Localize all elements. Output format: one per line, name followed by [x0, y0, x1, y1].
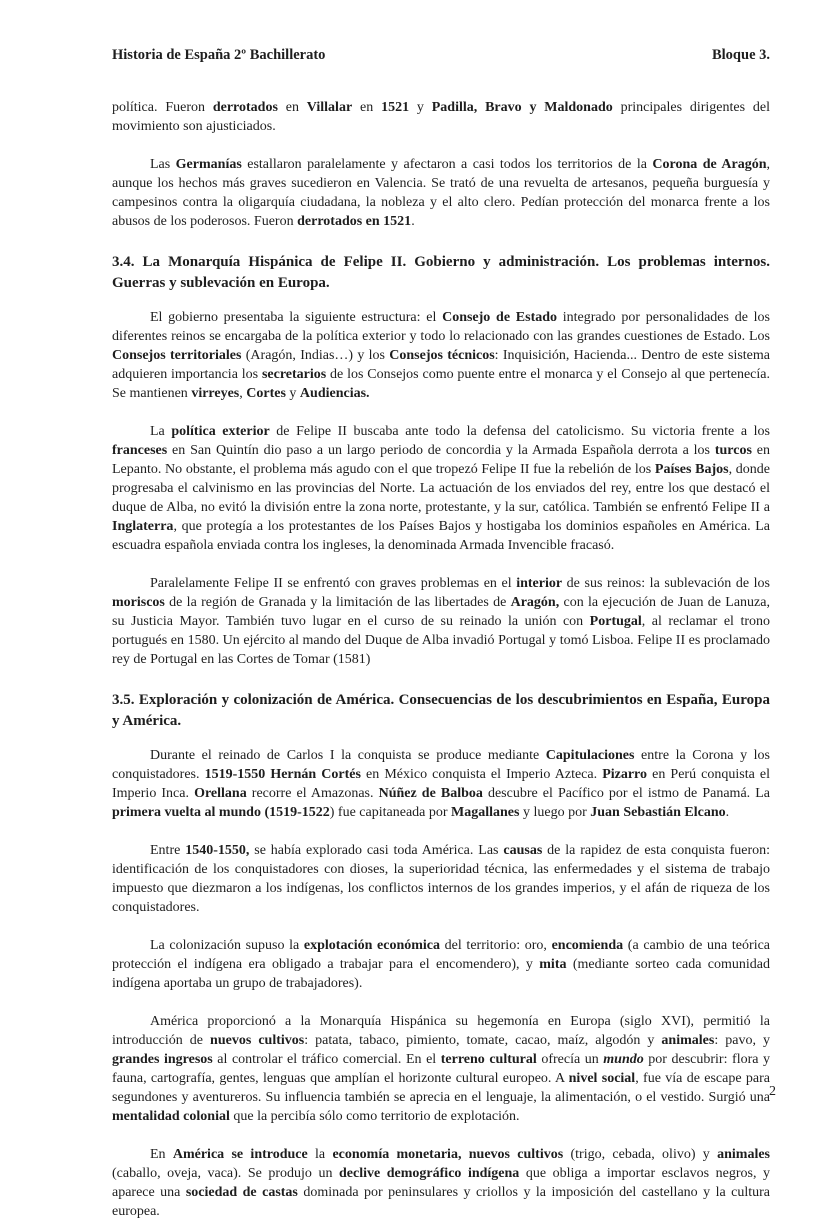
text-run: y luego por	[519, 805, 591, 820]
text-run: , que protegía a los protestantes de los Países Bajos y hostigaba los dominios españoles en América. La escuadra española enviada contra los ingleses, la denominada Armada Invencible fracasó.	[112, 519, 770, 553]
text-run: mundo	[603, 1052, 644, 1067]
text-run: .	[411, 214, 415, 229]
text-run: , al reclamar el trono portugués en 1580. Un ejército al mando del Duque de Alba invadió Portugal y tomó Lisboa. Felipe II es proclamado rey de Portugal en las Cortes de Tomar (1581)	[112, 614, 770, 667]
text-run: terreno cultural	[440, 1052, 537, 1067]
text-run: , fue vía de escape para segundones y aventureros. Su influencia también se aprecia en el lenguaje, la alimentación, o el vestido. Surgió una	[112, 1071, 770, 1105]
text-run: (a cambio de una teórica protección el indígena era obligado a trabajar para el encomendero), y	[112, 938, 771, 972]
text-run: la	[307, 1147, 333, 1162]
text-run: franceses	[112, 443, 168, 458]
text-run: ofrecía un	[536, 1052, 604, 1067]
text-run: Núñez de Balboa	[378, 786, 483, 801]
text-run: .	[725, 805, 730, 820]
text-run: moriscos	[112, 595, 165, 610]
section-heading	[112, 252, 770, 294]
text-run: turcos	[714, 443, 752, 458]
text-run: 1519-1550 Hernán Cortés	[204, 767, 361, 782]
text-run: de la rapidez de esta conquista fueron: identificación de los conquistadores con dioses, la superioridad técnica, las enfermedades y el sistema de trabajo impuesto que diezmaron a los indígenas, los conflictos internos de los grandes imperios, y el afán de riqueza de los conquistadores.	[112, 843, 770, 915]
text-run: integrado por personalidades de los diferentes reinos se encargaba de la política exterior y todo lo relacionado con las grandes cuestiones de Estado. Los	[112, 310, 770, 344]
text-run: Orellana	[194, 786, 247, 801]
text-run: La colonización supuso la	[150, 938, 304, 953]
text-run: 3.5. Exploración y colonización de América. Consecuencias de los descubrimientos en España, Europa y América.	[112, 692, 770, 729]
text-run: descubre el Pacífico por el istmo de Panamá. La	[482, 786, 771, 801]
text-run: (Aragón, Indias…) y los	[241, 348, 390, 363]
text-run: en Lepanto. No obstante, el problema más agudo con el que tropezó Felipe II fue la rebelión de los	[112, 443, 770, 477]
text-run: virreyes	[191, 386, 240, 401]
text-run: : patata, tabaco, pimiento, tomate, cacao, maíz, algodón y	[304, 1033, 662, 1048]
paragraph	[112, 936, 770, 993]
text-run: América se introduce	[172, 1147, 308, 1162]
text-run: (mediante sorteo cada comunidad indígena aportaba un grupo de trabajadores).	[112, 957, 770, 991]
text-run: nuevos cultivos	[210, 1033, 305, 1048]
text-run: dominada por peninsulares y criollos y la imposición del castellano y la cultura europea.	[112, 1185, 770, 1219]
paragraph	[112, 155, 770, 231]
text-run: entre la Corona y los conquistadores.	[112, 748, 770, 782]
text-run: Portugal	[589, 614, 642, 629]
document-body	[112, 98, 770, 1221]
text-run: derrotados en 1521	[297, 214, 412, 229]
text-run: Juan Sebastián Elcano	[590, 805, 726, 820]
text-run: derrotados	[212, 100, 278, 115]
text-run: Consejo de Estado	[442, 310, 558, 325]
text-run: de los Consejos como puente entre el monarca y el Consejo al que pertenecía. Se mantienen	[112, 367, 770, 401]
text-run: ,	[239, 386, 247, 401]
text-run: Cortes	[246, 386, 286, 401]
text-run: : Inquisición, Hacienda... Dentro de este sistema adquieren importancia los	[112, 348, 770, 382]
text-run: en	[277, 100, 307, 115]
text-run: Aragón,	[510, 595, 560, 610]
text-run: , donde progresaba el calvinismo en las provincias del Norte. La actuación de los enviados del rey, entre los que destacó el duque de Alba, no evitó la división entre la zona norte, protestante, y la sur, católica. También se enfrentó Felipe II a	[112, 462, 770, 515]
text-run: Durante el reinado de Carlos I la conquista se produce mediante	[150, 748, 546, 763]
paragraph	[112, 98, 770, 136]
text-run: principales dirigentes del movimiento son ajusticiados.	[112, 100, 771, 134]
text-run: La	[150, 424, 172, 439]
text-run: Audiencias.	[299, 386, 370, 401]
text-run: y	[285, 386, 300, 401]
text-run: recorre el Amazonas.	[246, 786, 379, 801]
text-run: mentalidad colonial	[112, 1109, 230, 1124]
text-run: se había explorado casi toda América. Las	[249, 843, 504, 858]
text-run: nivel social	[568, 1071, 636, 1086]
text-run: de sus reinos: la sublevación de los	[562, 576, 770, 591]
text-run: Magallanes	[451, 805, 520, 820]
text-run: al controlar el tráfico comercial. En el	[212, 1052, 441, 1067]
text-run: El gobierno presentaba la siguiente estructura: el	[150, 310, 443, 325]
text-run: explotación económica	[303, 938, 441, 953]
text-run: en San Quintín dio paso a un largo periodo de concordia y la Armada Española derrota a los	[167, 443, 715, 458]
section-heading	[112, 690, 770, 732]
text-run: Paralelamente Felipe II se enfrentó con graves problemas en el	[150, 576, 517, 591]
text-run: en México conquista el Imperio Azteca.	[360, 767, 603, 782]
text-run: política. Fueron	[112, 100, 213, 115]
text-run: de la región de Granada y la limitación de las libertades de	[164, 595, 511, 610]
text-run: , aunque los hechos más graves sucedieron en Valencia. Se trató de una revuelta de artesanos, pequeña burguesía y campesinos contra la oligarquía ciudadana, la nobleza y el alto clero. Pedían protección del monarca frente a los abusos de los poderosos. Fueron	[112, 157, 770, 229]
document-header	[112, 46, 770, 65]
text-run: declive demográfico indígena	[339, 1166, 520, 1181]
text-run: Germanías	[175, 157, 242, 172]
paragraph	[112, 422, 770, 555]
text-run: 3.4. La Monarquía Hispánica de Felipe II. Gobierno y administración. Los problemas internos. Guerras y sublevación en Europa.	[112, 254, 770, 291]
text-run: primera vuelta al mundo (1519-1522	[112, 805, 330, 820]
text-run: con la ejecución de Juan de Lanuza, su Justicia Mayor. También tuvo lugar en el curso de su reinado la unión con	[112, 595, 770, 629]
page-number: 2	[769, 1084, 776, 1099]
text-run: que obliga a importar esclavos negros, y aparece una	[112, 1166, 770, 1200]
paragraph	[112, 841, 770, 917]
paragraph	[112, 1012, 770, 1126]
header-block-label: Bloque 3.	[711, 47, 770, 63]
text-run: 1521	[381, 100, 410, 115]
text-run: Países Bajos	[654, 462, 729, 477]
text-run: de Felipe II buscaba ante todo la defensa del catolicismo. Su victoria frente a los	[269, 424, 770, 439]
header-course-title: Historia de España 2º Bachillerato	[112, 47, 326, 63]
text-run: ) fue capitaneada por	[329, 805, 452, 820]
text-run: Consejos territoriales	[112, 348, 242, 363]
text-run: 1540-1550,	[185, 843, 250, 858]
text-run: animales	[661, 1033, 715, 1048]
text-run: Entre	[150, 843, 186, 858]
text-run: animales	[717, 1147, 770, 1162]
text-run: en Perú conquista el Imperio Inca.	[112, 767, 771, 801]
text-run: del territorio: oro,	[440, 938, 552, 953]
paragraph	[112, 746, 770, 822]
text-run: que la percibía sólo como territorio de explotación.	[229, 1109, 520, 1124]
text-run: y	[409, 100, 432, 115]
text-run: (caballo, oveja, vaca). Se produjo un	[112, 1166, 340, 1181]
paragraph	[112, 308, 770, 403]
text-run: encomienda	[551, 938, 624, 953]
text-run: Padilla, Bravo y Maldonado	[431, 100, 613, 115]
text-run: Pizarro	[602, 767, 648, 782]
text-run: estallaron paralelamente y afectaron a casi todos los territorios de la	[241, 157, 653, 172]
text-run: : pavo, y	[714, 1033, 770, 1048]
text-run: por descubrir: flora y fauna, cartografía, gentes, lenguas que amplían el horizonte cultural europeo. A	[112, 1052, 770, 1086]
text-run: (trigo, cebada, olivo) y	[563, 1147, 718, 1162]
text-run: economía monetaria, nuevos cultivos	[332, 1147, 564, 1162]
text-run: Inglaterra	[112, 519, 174, 534]
text-run: política exterior	[171, 424, 270, 439]
text-run: grandes ingresos	[112, 1052, 213, 1067]
text-run: En	[150, 1147, 173, 1162]
paragraph	[112, 574, 770, 669]
text-run: Corona de Aragón	[652, 157, 767, 172]
text-run: Consejos técnicos	[389, 348, 495, 363]
text-run: Capitulaciones	[545, 748, 635, 763]
text-run: interior	[516, 576, 563, 591]
text-run: sociedad de castas	[185, 1185, 298, 1200]
text-run: Las	[150, 157, 176, 172]
text-run: en	[352, 100, 382, 115]
text-run: Villalar	[306, 100, 353, 115]
text-run: secretarios	[261, 367, 327, 382]
paragraph	[112, 1145, 770, 1221]
text-run: mita	[539, 957, 567, 972]
text-run: América proporcionó a la Monarquía Hispánica su hegemonía en Europa (siglo XVI), permitió la introducción de	[112, 1014, 770, 1048]
text-run: causas	[503, 843, 543, 858]
